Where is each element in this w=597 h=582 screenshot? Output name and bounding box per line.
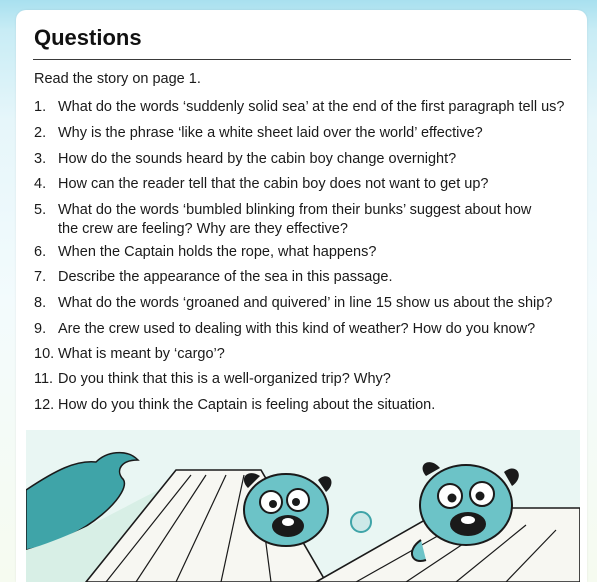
question-text-continued: the crew are feeling? Why are they effective? (58, 221, 348, 237)
question-text: What is meant by ‘cargo’? (58, 346, 225, 362)
page-title: Questions (34, 25, 142, 50)
question-text: How can the reader tell that the cabin boy does not want to get up? (58, 176, 489, 192)
swirl-icon (351, 512, 371, 532)
question-text: Why is the phrase ‘like a white sheet laid over the world’ effective? (58, 125, 483, 141)
question-number: 3. (34, 151, 47, 167)
question-number: 8. (34, 295, 47, 311)
question-number: 4. (34, 176, 47, 192)
question-item (34, 150, 574, 169)
question-item (34, 345, 574, 364)
question-text: Are the crew used to dealing with this kind of weather? How do you know? (58, 321, 536, 337)
question-number: 10. (34, 346, 55, 362)
question-text: What do the words ‘bumbled blinking from their bunks’ suggest about how (58, 202, 532, 218)
question-item (34, 175, 574, 194)
question-item (34, 396, 574, 415)
question-item (34, 201, 574, 239)
intro-text: Read the story on page 1. (34, 71, 201, 87)
question-number: 7. (34, 269, 47, 285)
question-item (34, 243, 574, 262)
question-number: 6. (34, 244, 47, 260)
two-cartoon-pugs-on-ship-deck-icon (26, 430, 580, 582)
question-number: 5. (34, 202, 47, 218)
question-item (34, 124, 574, 143)
question-text: When the Captain holds the rope, what happens? (58, 244, 377, 260)
question-item (34, 320, 574, 339)
question-number: 9. (34, 321, 47, 337)
question-text: How do the sounds heard by the cabin boy change overnight? (58, 151, 457, 167)
question-item (34, 98, 574, 117)
question-text: What do the words ‘suddenly solid sea’ at the end of the first paragraph tell us? (58, 99, 565, 115)
question-item (34, 370, 574, 389)
question-number: 1. (34, 99, 47, 115)
question-number: 2. (34, 125, 47, 141)
question-text: Do you think that this is a well-organized trip? Why? (58, 371, 391, 387)
question-text: Describe the appearance of the sea in this passage. (58, 269, 393, 285)
question-item (34, 268, 574, 287)
question-text: What do the words ‘groaned and quivered’ in line 15 show us about the ship? (58, 295, 553, 311)
question-text: How do you think the Captain is feeling about the situation. (58, 397, 436, 413)
question-number: 12. (34, 397, 55, 413)
question-number: 11. (34, 371, 54, 387)
question-item (34, 294, 574, 313)
heading-divider (33, 59, 571, 60)
